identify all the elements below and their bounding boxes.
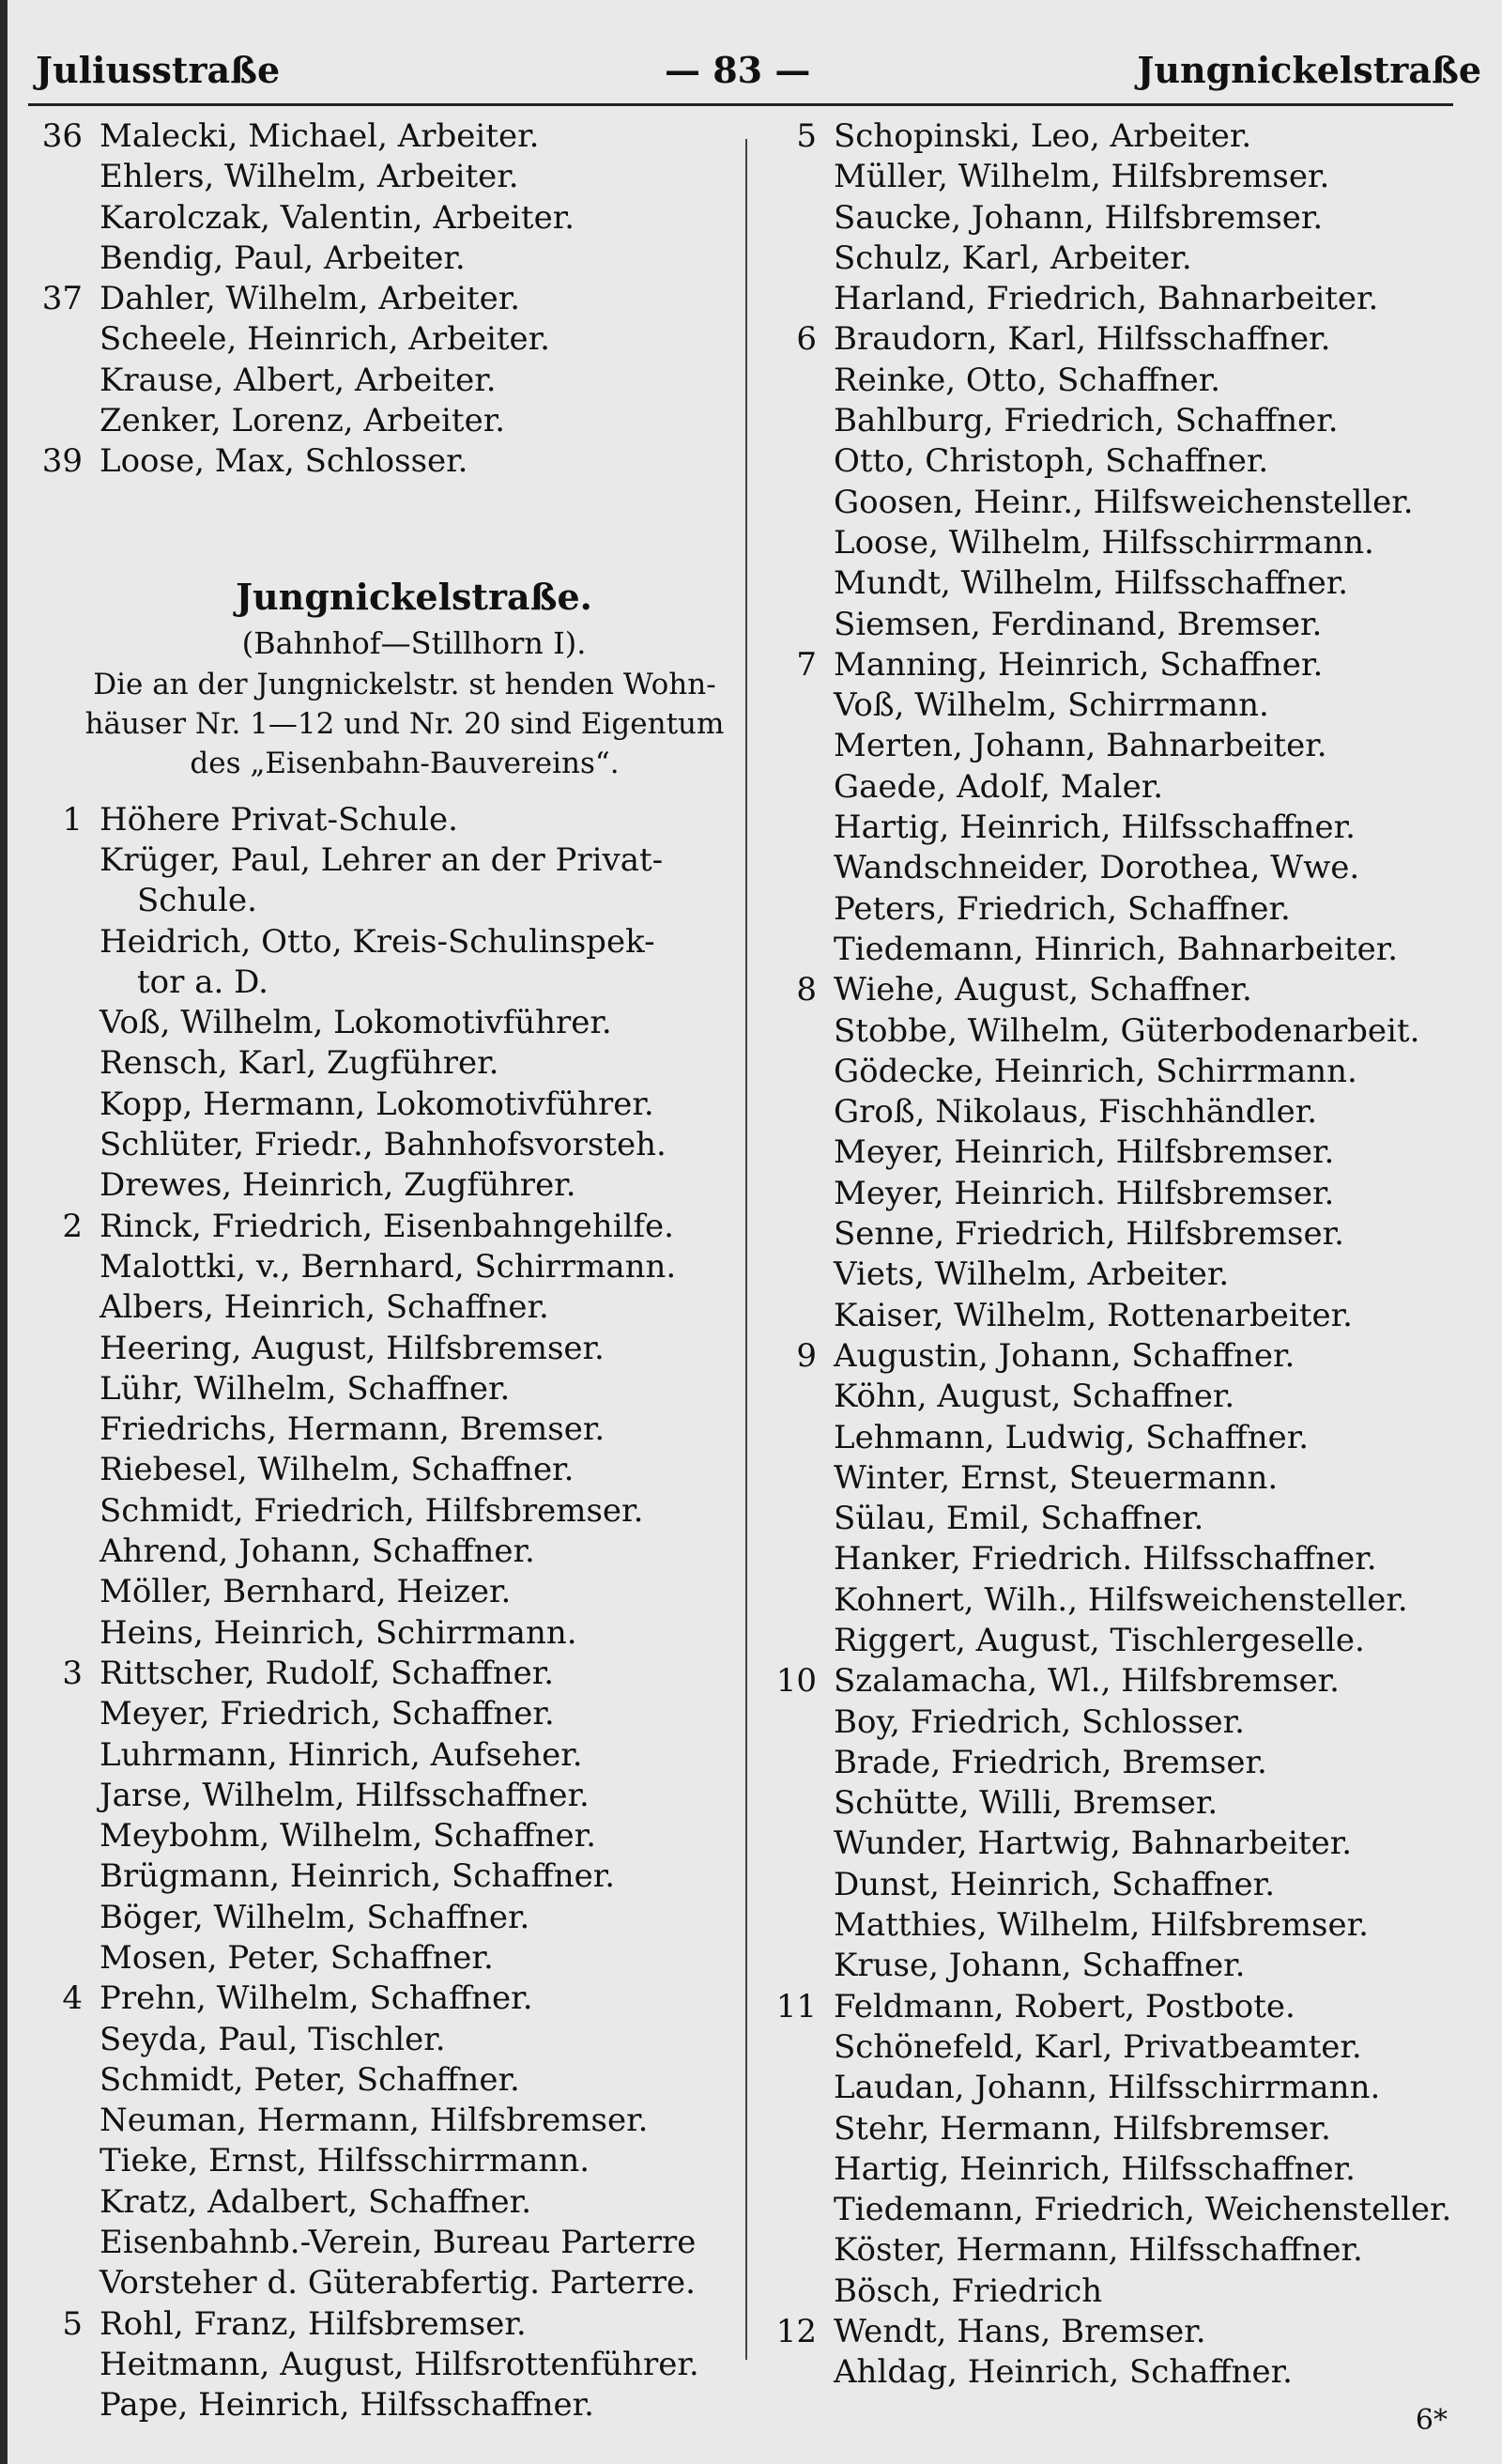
list-item [34, 1532, 738, 1572]
resident-entry: Siemsen, Ferdinand, Bremser. [834, 605, 1323, 643]
house-number: 2 [62, 1207, 83, 1245]
left-entry-list [34, 800, 738, 2426]
list-item [764, 198, 1478, 239]
list-item [764, 1702, 1478, 1743]
resident-entry: Heidrich, Otto, Kreis-Schulinspek- [100, 922, 655, 961]
list-item [764, 1987, 1478, 2027]
resident-entry: Krause, Albert, Arbeiter. [100, 361, 497, 399]
resident-entry: Wendt, Hans, Bremser. [834, 2313, 1206, 2351]
house-number: 36 [41, 117, 83, 155]
resident-entry: Stehr, Hermann, Hilfsbremser. [834, 2109, 1331, 2148]
right-column [764, 116, 1478, 2394]
list-item [34, 2182, 738, 2223]
house-number: 10 [775, 1662, 817, 1701]
list-item [34, 2101, 738, 2141]
resident-entry: Jarse, Wilhelm, Hilfsschaffner. [100, 1776, 590, 1814]
resident-entry: Gödecke, Heinrich, Schirrmann. [834, 1052, 1357, 1090]
resident-entry: Kopp, Hermann, Lokomotivführer. [100, 1085, 654, 1123]
list-item [34, 157, 738, 197]
resident-entry: Malottki, v., Bernhard, Schirrmann. [100, 1247, 677, 1286]
list-item [764, 848, 1478, 888]
resident-entry: Drewes, Heinrich, Zugführer. [100, 1166, 576, 1205]
list-item [34, 1491, 738, 1532]
resident-entry: Luhrmann, Hinrich, Aufseher. [100, 1735, 583, 1774]
list-item [34, 1287, 738, 1328]
list-item [34, 1003, 738, 1043]
house-number: 8 [796, 971, 817, 1009]
resident-entry: Peters, Friedrich, Schaffner. [834, 889, 1291, 928]
list-item [34, 1125, 738, 1165]
list-item [764, 889, 1478, 930]
list-item [34, 2304, 738, 2345]
list-item [764, 157, 1478, 197]
list-item [764, 523, 1478, 563]
resident-entry: Harland, Friedrich, Bahnarbeiter. [834, 280, 1379, 318]
list-item [764, 2149, 1478, 2190]
resident-entry: Matthies, Wilhelm, Hilfsbremser. [834, 1906, 1369, 1945]
resident-entry: Winter, Ernst, Steuermann. [834, 1458, 1279, 1497]
list-item [764, 116, 1478, 157]
resident-entry: Kohnert, Wilh., Hilfsweichensteller. [834, 1580, 1408, 1619]
resident-entry: Eisenbahnb.-Verein, Bureau Parterre [100, 2224, 697, 2262]
list-item [764, 767, 1478, 808]
list-item [764, 930, 1478, 970]
signature-mark: 6* [1415, 2404, 1448, 2437]
note-line: häuser Nr. 1—12 und Nr. 20 sind Eigentum [84, 706, 725, 741]
resident-entry: tor a. D. [137, 962, 268, 1001]
list-item [764, 1580, 1478, 1621]
resident-entry: Bahlburg, Friedrich, Schaffner. [834, 402, 1339, 440]
resident-entry: Seyda, Paul, Tischler. [100, 2020, 446, 2058]
list-item [34, 1816, 738, 1856]
resident-entry: Heering, August, Hilfsbremser. [100, 1329, 605, 1367]
resident-entry: Wiehe, August, Schaffner. [834, 971, 1252, 1009]
list-item [764, 2190, 1478, 2230]
resident-entry: Bösch, Friedrich [834, 2272, 1103, 2310]
header-street-right: Jungnickelstraße [1137, 49, 1481, 91]
list-item [764, 239, 1478, 279]
resident-entry: Rittscher, Rudolf, Schaffner. [100, 1654, 555, 1692]
resident-entry: Karolczak, Valentin, Arbeiter. [100, 198, 575, 237]
list-item [764, 1336, 1478, 1377]
resident-entry: Höhere Privat-Schule. [100, 800, 458, 839]
resident-entry: Gaede, Adolf, Maler. [834, 767, 1164, 806]
resident-entry: Voß, Wilhelm, Schirrmann. [834, 686, 1269, 725]
house-number: 6 [796, 320, 817, 359]
list-item [764, 1418, 1478, 1458]
resident-entry: Loose, Max, Schlosser. [100, 442, 468, 481]
resident-entry: Neuman, Hermann, Hilfsbremser. [100, 2102, 649, 2140]
house-number: 1 [62, 800, 83, 839]
resident-entry: Viets, Wilhelm, Arbeiter. [834, 1255, 1230, 1294]
list-item [764, 1743, 1478, 1783]
resident-entry: Rensch, Karl, Zugführer. [100, 1044, 499, 1083]
resident-entry: Krüger, Paul, Lehrer an der Privat- [100, 840, 664, 879]
house-number: 3 [62, 1654, 83, 1692]
resident-entry: Manning, Heinrich, Schaffner. [834, 645, 1324, 684]
list-item [764, 1661, 1478, 1702]
list-item [34, 2020, 738, 2060]
resident-entry: Hartig, Heinrich, Hilfsschaffner. [834, 2149, 1356, 2188]
resident-entry: Sülau, Emil, Schaffner. [834, 1500, 1204, 1538]
list-item [764, 319, 1478, 360]
list-item [34, 1654, 738, 1694]
list-item [764, 970, 1478, 1010]
resident-entry: Laudan, Johann, Hilfsschirrmann. [834, 2069, 1381, 2107]
resident-entry: Heins, Heinrich, Schirrmann. [100, 1613, 577, 1652]
house-number: 7 [796, 645, 817, 684]
list-item [764, 1092, 1478, 1132]
resident-entry: Boy, Friedrich, Schlosser. [834, 1702, 1245, 1741]
right-entry-list [764, 116, 1478, 2394]
left-column [34, 116, 738, 2426]
page-number: — 83 — [665, 49, 811, 91]
resident-entry: Augustin, Johann, Schaffner. [834, 1336, 1295, 1375]
list-item [34, 800, 738, 840]
list-item [764, 1296, 1478, 1336]
list-item [764, 1865, 1478, 1905]
resident-entry: Meyer, Friedrich, Schaffner. [100, 1695, 555, 1733]
resident-entry: Wunder, Hartwig, Bahnarbeiter. [834, 1825, 1353, 1863]
resident-entry: Malecki, Michael, Arbeiter. [100, 117, 540, 155]
list-item [34, 1613, 738, 1654]
resident-entry: Scheele, Heinrich, Arbeiter. [100, 320, 550, 359]
resident-entry: Groß, Nikolaus, Fischhändler. [834, 1093, 1318, 1132]
header-rule [28, 103, 1453, 106]
list-item [34, 2060, 738, 2101]
list-item [764, 1255, 1478, 1295]
list-item [764, 808, 1478, 848]
resident-entry: Dahler, Wilhelm, Arbeiter. [100, 280, 521, 318]
resident-entry: Lehmann, Ludwig, Schaffner. [834, 1418, 1310, 1456]
list-item [764, 1783, 1478, 1824]
house-number: 5 [796, 117, 817, 155]
resident-entry: Schönefeld, Karl, Privatbeamter. [834, 2027, 1362, 2066]
list-item [764, 1011, 1478, 1052]
resident-entry: Vorsteher d. Güterabfertig. Parterre. [100, 2264, 696, 2302]
house-number: 5 [62, 2304, 83, 2343]
list-item [34, 881, 738, 921]
resident-entry: Prehn, Wilhelm, Schaffner. [100, 1979, 533, 2018]
list-item [34, 1247, 738, 1287]
resident-entry: Meyer, Heinrich, Hilfsbremser. [834, 1133, 1335, 1172]
ownership-note [34, 665, 738, 783]
resident-entry: Tiedemann, Hinrich, Bahnarbeiter. [834, 930, 1399, 968]
resident-entry: Köhn, August, Schaffner. [834, 1378, 1235, 1416]
list-item [764, 1539, 1478, 1579]
resident-entry: Mundt, Wilhelm, Hilfsschaffner. [834, 564, 1349, 603]
resident-entry: Brade, Friedrich, Bremser. [834, 1743, 1267, 1781]
section-title: Jungnickelstraße. [236, 575, 592, 618]
list-item [764, 1946, 1478, 1986]
resident-entry: Schulz, Karl, Arbeiter. [834, 239, 1192, 277]
resident-entry: Köster, Hermann, Hilfsschaffner. [834, 2231, 1363, 2270]
left-continuation-list [34, 116, 738, 483]
resident-entry: Senne, Friedrich, Hilfsbremser. [834, 1215, 1344, 1254]
resident-entry: Schmidt, Friedrich, Hilfsbremser. [100, 1491, 644, 1530]
resident-entry: Hartig, Heinrich, Hilfsschaffner. [834, 808, 1356, 847]
resident-entry: Albers, Heinrich, Schaffner. [100, 1288, 549, 1327]
resident-entry: Böger, Wilhelm, Schaffner. [100, 1898, 530, 1936]
resident-entry: Wandschneider, Dorothea, Wwe. [834, 849, 1360, 887]
list-item [34, 1776, 738, 1816]
house-number: 9 [796, 1336, 817, 1375]
resident-entry: Ehlers, Wilhelm, Arbeiter. [100, 158, 519, 196]
list-item [764, 605, 1478, 645]
list-item [34, 1856, 738, 1897]
list-item [764, 1824, 1478, 1864]
resident-entry: Kaiser, Wilhelm, Rottenarbeiter. [834, 1296, 1353, 1334]
resident-entry: Loose, Wilhelm, Hilfsschirrmann. [834, 523, 1374, 562]
resident-entry: Müller, Wilhelm, Hilfsbremser. [834, 158, 1330, 196]
list-item [34, 1329, 738, 1369]
list-item [34, 279, 738, 319]
resident-entry: Dunst, Heinrich, Schaffner. [834, 1865, 1276, 1903]
list-item [34, 2263, 738, 2303]
list-item [764, 2312, 1478, 2352]
house-number: 12 [775, 2313, 817, 2351]
list-item [34, 922, 738, 962]
resident-entry: Heitmann, August, Hilfsrottenführer. [100, 2345, 699, 2383]
resident-entry: Ahldag, Heinrich, Schaffner. [834, 2353, 1293, 2392]
list-item [34, 1043, 738, 1084]
resident-entry: Pape, Heinrich, Hilfsschaffner. [100, 2386, 594, 2425]
list-item [764, 2109, 1478, 2149]
list-item [34, 1938, 738, 1979]
resident-entry: Otto, Christoph, Schaffner. [834, 442, 1269, 481]
list-item [764, 1621, 1478, 1661]
list-item [34, 1572, 738, 1612]
list-item [764, 2068, 1478, 2108]
resident-entry: Schlüter, Friedr., Bahnhofsvorsteh. [100, 1126, 667, 1164]
resident-entry: Schopinski, Leo, Arbeiter. [834, 117, 1252, 155]
list-item [764, 2027, 1478, 2068]
resident-entry: Reinke, Otto, Schaffner. [834, 361, 1221, 399]
list-item [34, 1979, 738, 2019]
resident-entry: Feldmann, Robert, Postbote. [834, 1987, 1295, 2025]
resident-entry: Zenker, Lorenz, Arbeiter. [100, 402, 506, 440]
list-item [764, 1214, 1478, 1255]
list-item [764, 483, 1478, 523]
resident-entry: Riggert, August, Tischlergeselle. [834, 1621, 1365, 1659]
note-line: des „Eisenbahn-Bauvereins“. [190, 746, 620, 780]
note-line: Die an der Jungnickelstr. st henden Wohn- [93, 667, 716, 701]
list-item [34, 1085, 738, 1125]
resident-entry: Riebesel, Wilhelm, Schaffner. [100, 1451, 575, 1489]
list-item [34, 361, 738, 401]
resident-entry: Merten, Johann, Bahnarbeiter. [834, 727, 1327, 765]
list-item [764, 401, 1478, 441]
house-number: 11 [775, 1987, 817, 2025]
list-item [34, 1369, 738, 1409]
list-item [764, 2352, 1478, 2393]
header-street-left: Juliusstraße [36, 49, 281, 91]
house-number: 39 [41, 442, 83, 481]
resident-entry: Ahrend, Johann, Schaffner. [100, 1532, 535, 1571]
list-item [764, 1174, 1478, 1214]
resident-entry: Meybohm, Wilhelm, Schaffner. [100, 1817, 596, 1856]
resident-entry: Tiedemann, Friedrich, Weichensteller. [834, 2191, 1452, 2229]
resident-entry: Lühr, Wilhelm, Schaffner. [100, 1369, 511, 1408]
resident-entry: Bendig, Paul, Arbeiter. [100, 239, 466, 277]
list-item [34, 2385, 738, 2426]
resident-entry: Tieke, Ernst, Hilfsschirrmann. [100, 2142, 590, 2180]
list-item [764, 1377, 1478, 1417]
list-item [764, 726, 1478, 766]
list-item [34, 1207, 738, 1247]
list-item [34, 1409, 738, 1450]
section-gap [34, 483, 738, 573]
list-item [764, 279, 1478, 319]
list-item [34, 2223, 738, 2263]
list-item [34, 1735, 738, 1776]
list-item [34, 239, 738, 279]
resident-entry: Schütte, Willi, Bremser. [834, 1784, 1218, 1823]
resident-entry: Schule. [137, 882, 257, 920]
resident-entry: Schmidt, Peter, Schaffner. [100, 2060, 520, 2099]
list-item [764, 1052, 1478, 1092]
list-item [764, 685, 1478, 726]
list-item [34, 2141, 738, 2181]
list-item [34, 441, 738, 482]
resident-entry: Stobbe, Wilhelm, Güterbodenarbeit. [834, 1011, 1420, 1050]
list-item [34, 2345, 738, 2385]
list-item [34, 319, 738, 360]
list-item [34, 116, 738, 157]
list-item [764, 1499, 1478, 1539]
list-item [34, 1694, 738, 1734]
list-item [34, 1165, 738, 1206]
resident-entry: Saucke, Johann, Hilfsbremser. [834, 198, 1324, 237]
list-item [764, 2272, 1478, 2312]
column-divider [745, 139, 747, 2360]
list-item [764, 1458, 1478, 1499]
resident-entry: Rinck, Friedrich, Eisenbahngehilfe. [100, 1207, 674, 1245]
list-item [34, 1450, 738, 1490]
resident-entry: Kruse, Johann, Schaffner. [834, 1947, 1246, 1985]
resident-entry: Friedrichs, Hermann, Bremser. [100, 1410, 605, 1449]
page-header [8, 49, 1502, 105]
resident-entry: Goosen, Heinr., Hilfsweichensteller. [834, 483, 1414, 521]
house-number: 4 [62, 1979, 83, 2018]
list-item [764, 563, 1478, 604]
list-item [764, 2230, 1478, 2271]
house-number: 37 [41, 280, 83, 318]
list-item [764, 1132, 1478, 1173]
list-item [34, 962, 738, 1003]
resident-entry: Brügmann, Heinrich, Schaffner. [100, 1857, 616, 1896]
list-item [764, 1905, 1478, 1946]
resident-entry: Mosen, Peter, Schaffner. [100, 1938, 494, 1977]
resident-entry: Braudorn, Karl, Hilfsschaffner. [834, 320, 1331, 359]
resident-entry: Möller, Bernhard, Heizer. [100, 1573, 512, 1611]
resident-entry: Meyer, Heinrich. Hilfsbremser. [834, 1174, 1335, 1212]
resident-entry: Szalamacha, Wl., Hilfsbremser. [834, 1662, 1340, 1701]
list-item [34, 198, 738, 239]
list-item [34, 1898, 738, 1938]
resident-entry: Rohl, Franz, Hilfsbremser. [100, 2304, 527, 2343]
list-item [764, 645, 1478, 685]
list-item [34, 840, 738, 881]
list-item [764, 361, 1478, 401]
list-item [764, 441, 1478, 482]
resident-entry: Voß, Wilhelm, Lokomotivführer. [100, 1004, 612, 1042]
list-item [34, 401, 738, 441]
resident-entry: Hanker, Friedrich. Hilfsschaffner. [834, 1540, 1377, 1578]
resident-entry: Kratz, Adalbert, Schaffner. [100, 2182, 531, 2221]
note-gap [34, 783, 738, 800]
section-subtitle: (Bahnhof—Stillhorn I). [241, 624, 587, 661]
